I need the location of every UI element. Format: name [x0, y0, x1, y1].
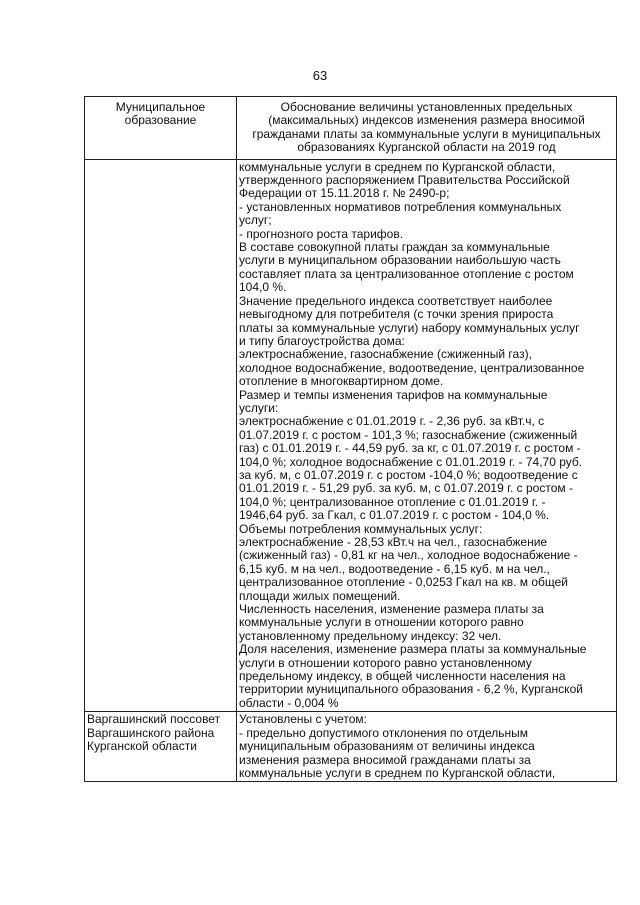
justification-line: муниципальным образованиям от величины индекса — [239, 739, 535, 754]
justification-line: 104,0 %. — [239, 280, 287, 295]
justification-line: 6,15 куб. м на чел., водоотведение - 6,15 куб. м на чел., — [239, 561, 550, 576]
justification-line: услуги: — [239, 400, 279, 415]
justification-line: - прогнозного роста тарифов. — [239, 226, 404, 241]
justification-line: предельному индексу, в общей численности населения на — [239, 669, 566, 684]
table-row — [85, 159, 617, 712]
justification-line: коммунальные услуги в отношении которого равно — [239, 615, 524, 630]
justification-line: - установленных нормативов потребления коммунальных — [239, 199, 562, 214]
justification-line: 01.01.2019 г. - 51,29 руб. за куб. м, с 01.07.2019 г. с ростом - — [239, 481, 573, 496]
justification-line: за куб. м, с 01.07.2019 г. с ростом -104,0 %; водоотведение с — [239, 467, 578, 482]
justification-line: холодное водоснабжение, водоотведение, централизованное — [239, 360, 585, 375]
header-justification: Обоснование величины установленных предельных (максимальных) индексов изменения размера вносимой гражданами платы за коммунальные услуги в муниципальных образованиях Курганской области на 2019 год — [237, 97, 617, 160]
justification-line: утвержденного распоряжением Правительства Российской — [239, 173, 570, 188]
tariff-index-table — [84, 96, 617, 782]
justification-line: площади жилых помещений. — [239, 588, 401, 603]
table-header-row — [85, 97, 617, 160]
justification-line: - предельно допустимого отклонения по отдельным — [239, 725, 528, 740]
justification-line: отопление в многоквартирном доме. — [239, 374, 444, 389]
justification-line: Федерации от 15.11.2018 г. № 2490-р; — [239, 186, 450, 201]
justification-line: электроснабжение с 01.01.2019 г. - 2,36 руб. за кВт.ч, с — [239, 414, 545, 429]
justification-line: газ) с 01.01.2019 г. - 44,59 руб. за кг, с 01.07.2019 г. с ростом - — [239, 441, 581, 456]
justification-line: составляет плата за централизованное отопление с ростом — [239, 266, 574, 281]
justification-line: изменения размера вносимой гражданами платы за — [239, 752, 531, 767]
justification-line: 01.07.2019 г. с ростом - 101,3 %; газоснабжение (сжиженный — [239, 427, 578, 442]
justification-line: услуги в муниципальном образовании наибольшую часть — [239, 253, 561, 268]
municipality-cell — [85, 159, 237, 712]
justification-line: Объемы потребления коммунальных услуг: — [239, 521, 483, 536]
justification-line: и типу благоустройства дома: — [239, 333, 405, 348]
municipality-line: Варгашинского района — [87, 725, 215, 740]
municipality-line: Курганской области — [87, 739, 197, 754]
justification-line: Доля населения, изменение размера платы за коммунальные — [239, 642, 587, 657]
justification-cell — [237, 159, 617, 712]
justification-line: Численность населения, изменение размера платы за — [239, 602, 544, 617]
municipality-cell — [85, 712, 237, 782]
justification-line: территории муниципального образования - 6,2 %, Курганской — [239, 682, 583, 697]
justification-line: Значение предельного индекса соответствует наиболее — [239, 293, 553, 308]
justification-line: централизованное отопление - 0,0253 Гкал на кв. м общей — [239, 575, 568, 590]
justification-line: невыгодному для потребителя (с точки зрения прироста — [239, 307, 554, 322]
justification-line: 104,0 %; централизованное отопление с 01.01.2019 г. - — [239, 494, 546, 509]
justification-line: В составе совокупной платы граждан за коммунальные — [239, 240, 550, 255]
justification-line: услуги в отношении которого равно установленному — [239, 655, 532, 670]
justification-line: установленному предельному индексу: 32 чел. — [239, 628, 502, 643]
justification-line: электроснабжение, газоснабжение (сжиженный газ), — [239, 347, 532, 362]
justification-line: платы за коммунальные услуги) набору коммунальных услуг — [239, 320, 580, 335]
justification-line: коммунальные услуги в среднем по Курганской области, — [239, 159, 556, 174]
justification-cell — [237, 712, 617, 782]
justification-line: Размер и темпы изменения тарифов на коммунальные — [239, 387, 548, 402]
justification-line: услуг; — [239, 213, 272, 228]
municipality-line: Варгашинский поссовет — [87, 712, 221, 727]
justification-line: области - 0,004 % — [239, 695, 339, 710]
page-number: 63 — [312, 68, 328, 83]
justification-line: коммунальные услуги в среднем по Курганской области, — [239, 765, 556, 780]
justification-line: Установлены с учетом: — [239, 712, 367, 727]
justification-line: (сжиженный газ) - 0,81 кг на чел., холодное водоснабжение - — [239, 548, 578, 563]
table-row — [85, 712, 617, 782]
justification-line: 1946,64 руб. за Гкал, с 01.07.2019 г. с ростом - 104,0 %. — [239, 508, 550, 523]
justification-line: 104,0 %; холодное водоснабжение с 01.01.2019 г. - 74,70 руб. — [239, 454, 583, 469]
justification-line: электроснабжение - 28,53 кВт.ч на чел., газоснабжение — [239, 535, 548, 549]
header-municipality: Муниципальное образование — [85, 97, 237, 160]
